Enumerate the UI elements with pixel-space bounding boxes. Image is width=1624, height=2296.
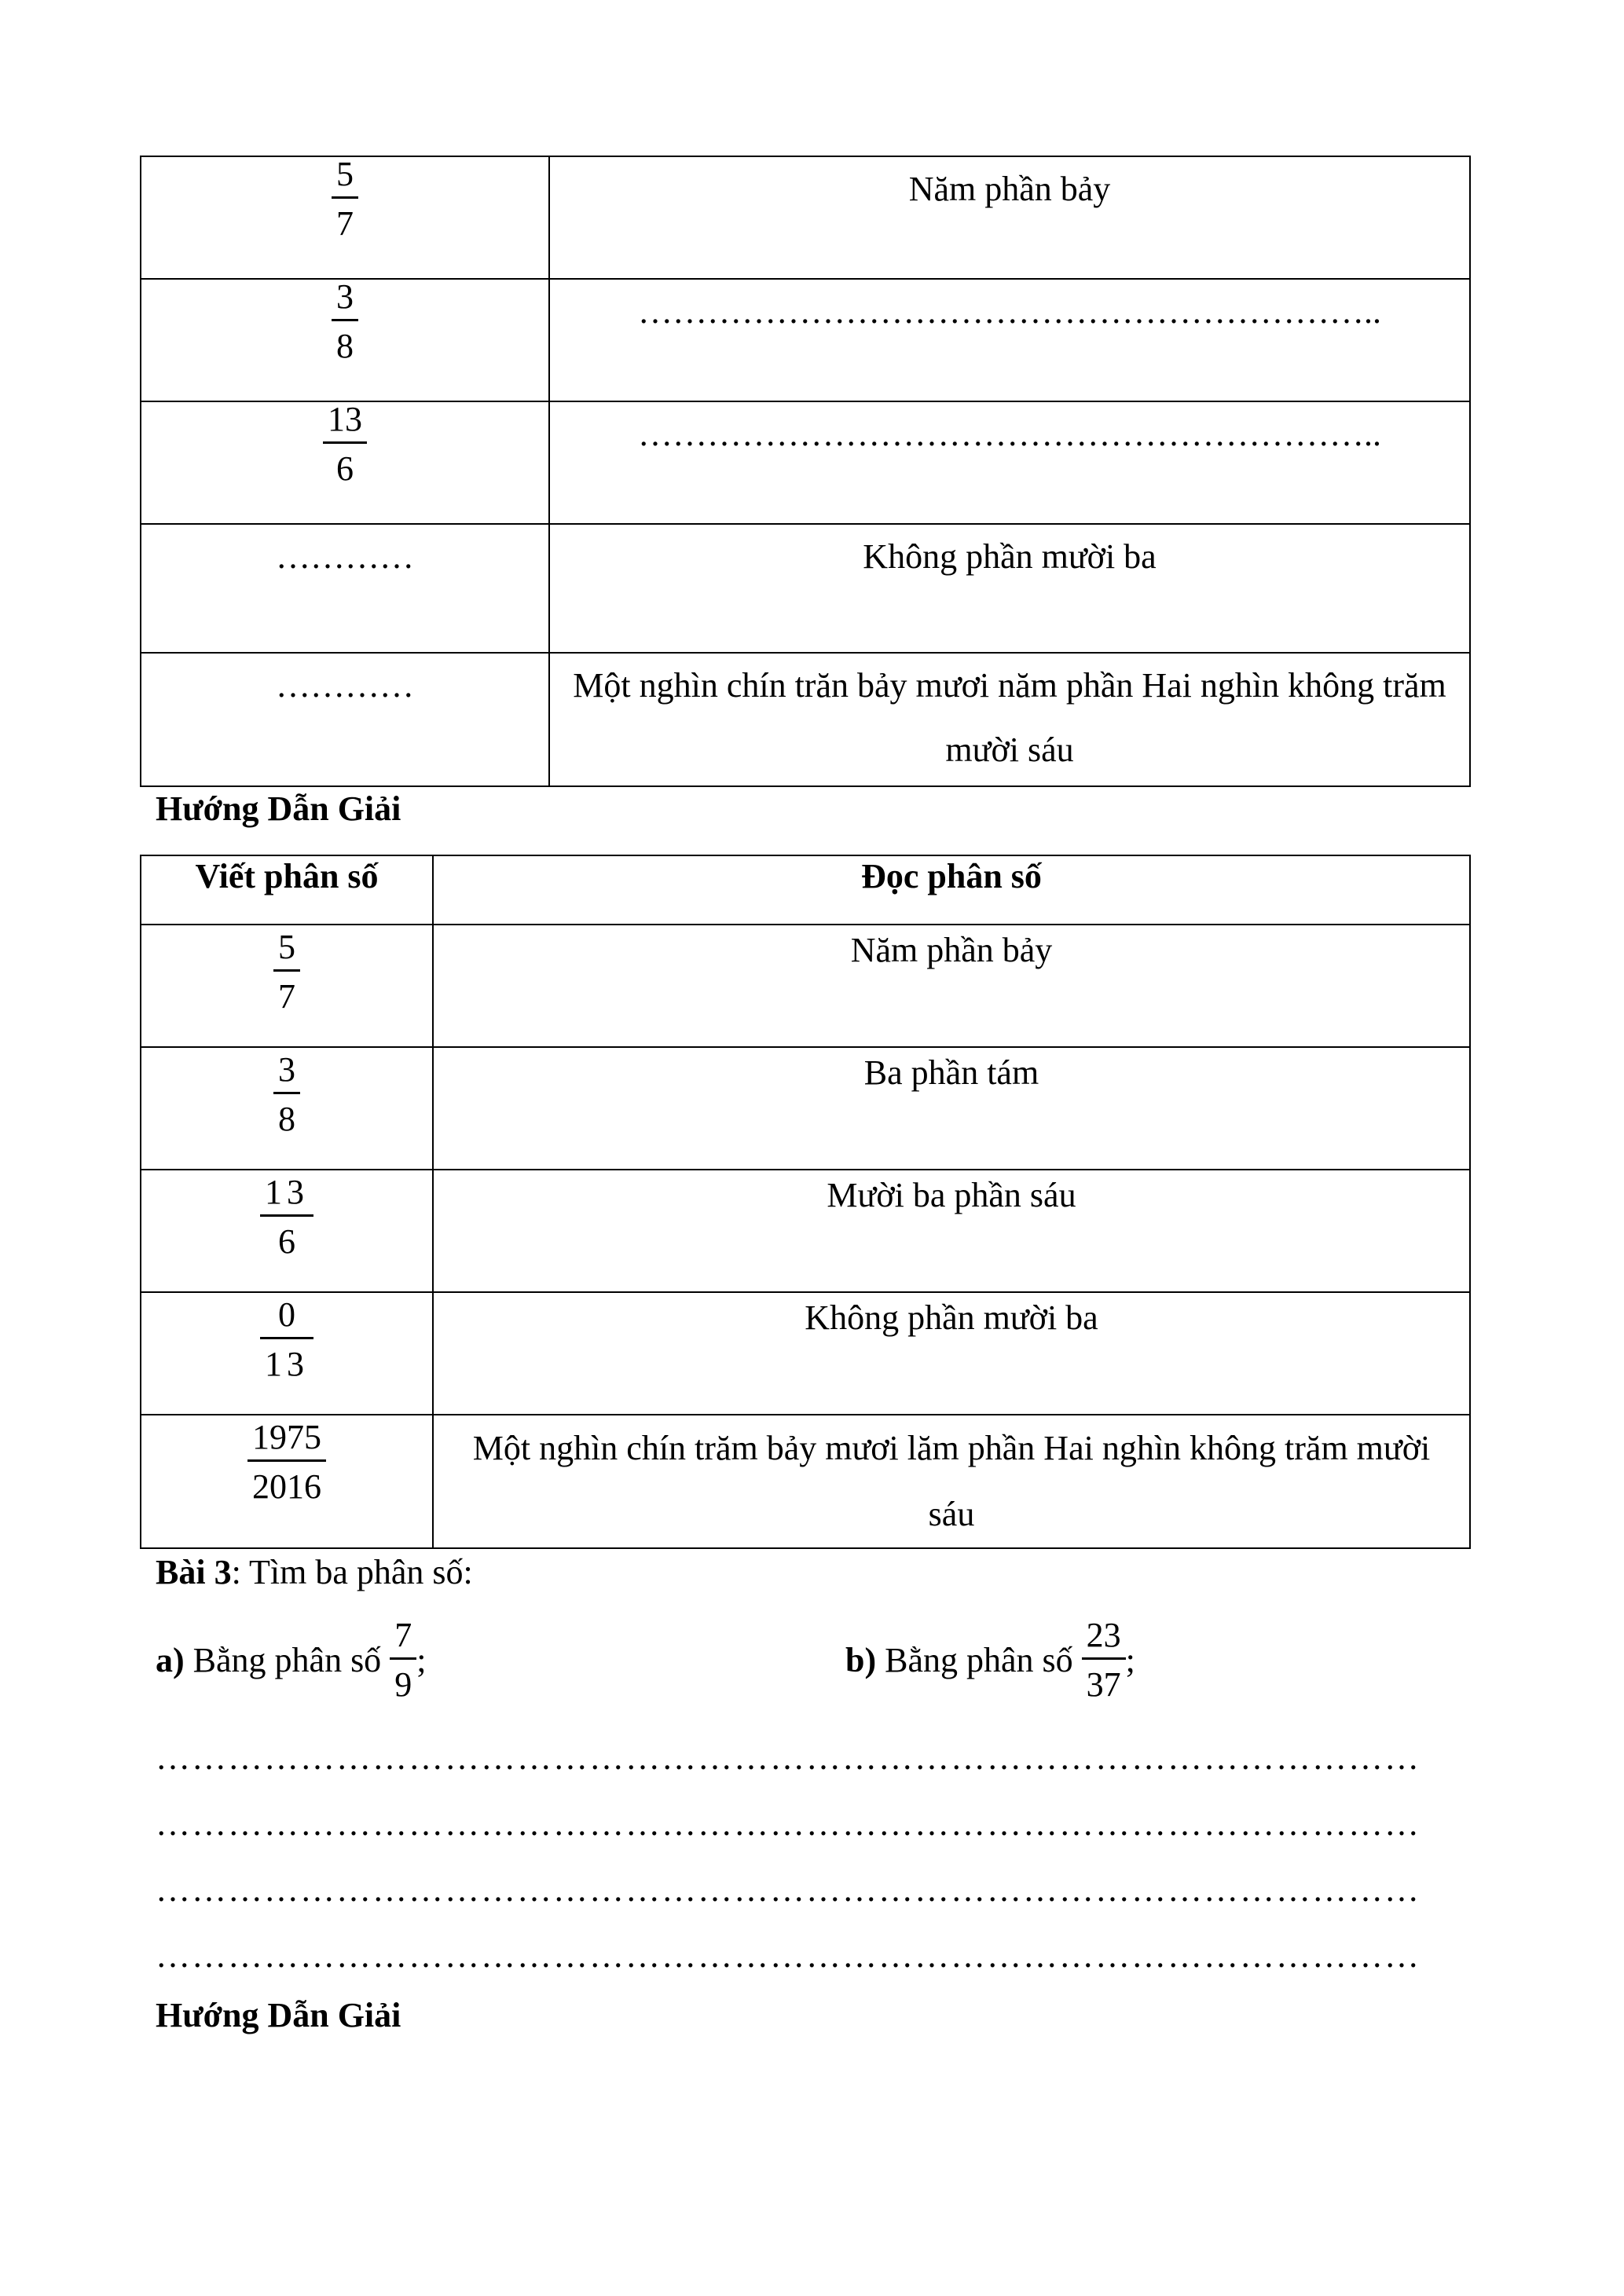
fraction: $\frac{13}{6}$ [260,1175,313,1259]
fraction: $\frac{3}{8}$ [332,280,358,364]
reading-text: Năm phần bảy [850,931,1053,969]
table-header-row [141,855,1470,925]
reading-text: Mười ba phần sáu [827,1176,1076,1214]
part-a: a) Bằng phân số $\frac{7}{9}$ ; [156,1616,427,1704]
table-row [141,1170,1470,1292]
fraction: $\frac{7}{9}$ [390,1618,416,1702]
answer-blank[interactable]: ………… [276,537,414,576]
guide-heading: Hướng Dẫn Giải [156,789,401,828]
table-row [141,156,1470,279]
fraction: $\frac{23}{37}$ [1082,1618,1126,1702]
fraction: $\frac{1975}{2016}$ [247,1420,326,1504]
answer-blank[interactable]: ………… [276,666,414,705]
column-header: Viết phân số [195,857,379,895]
table-row [141,1292,1470,1415]
part-b: b) Bằng phân số $\frac{23}{37}$ ; [845,1616,1135,1704]
reading-text: Năm phần bảy [908,170,1111,208]
reading-text: Không phần mười ba [863,537,1157,576]
table-row [141,925,1470,1047]
fraction: $\frac{3}{8}$ [273,1053,300,1137]
answer-line[interactable]: …………………………………………………………………………………………… [156,1936,1421,1975]
table-row [141,401,1470,524]
column-header: Đọc phân số [861,857,1042,895]
fraction: $\frac{5}{7}$ [332,157,358,241]
exercise-table [140,156,1471,787]
table-row [141,1047,1470,1170]
answer-table [140,855,1471,1549]
fraction: $\frac{0}{13}$ [260,1298,313,1382]
table-row [141,279,1470,401]
reading-text: Không phần mười ba [805,1298,1098,1337]
answer-blank[interactable]: ……………………………………………………….. [638,292,1381,331]
guide-heading: Hướng Dẫn Giải [156,1996,401,2034]
answer-line[interactable]: …………………………………………………………………………………………… [156,1738,1421,1777]
reading-text: Một nghìn chín trăm bảy mươi lăm phần Hai nghìn không trăm mười sáu [472,1429,1431,1533]
table-row [141,653,1470,786]
reading-text: Ba phần tám [863,1053,1039,1092]
answer-blank[interactable]: ……………………………………………………….. [638,415,1381,453]
fraction: $\frac{5}{7}$ [273,930,300,1014]
answer-line[interactable]: …………………………………………………………………………………………… [156,1804,1421,1843]
exercise-heading: Bài 3: Tìm ba phân số: [156,1553,473,1591]
fraction: $\frac{13}{6}$ [323,402,367,486]
table-row [141,524,1470,653]
table-row [141,1415,1470,1548]
reading-text: Một nghìn chín trăn bảy mươi năm phần Hai nghìn không trăm mười sáu [573,666,1446,769]
answer-line[interactable]: …………………………………………………………………………………………… [156,1870,1421,1909]
